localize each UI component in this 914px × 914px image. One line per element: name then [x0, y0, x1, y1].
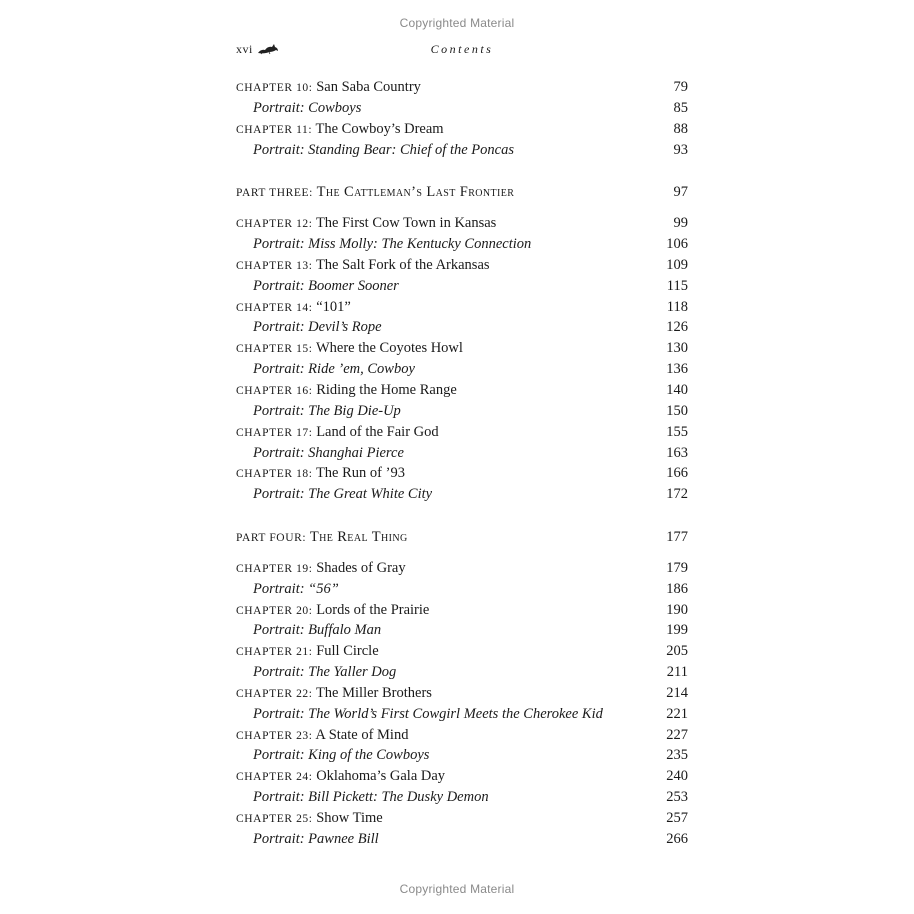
toc-entry-label — [236, 641, 379, 663]
toc-entry-prefix: PART THREE: — [236, 187, 313, 200]
toc-entry-page-number: 179 — [666, 559, 688, 576]
toc-portrait-entry — [236, 276, 688, 297]
running-head — [236, 42, 688, 60]
toc-portrait-entry — [236, 787, 688, 808]
toc-entry-title: A State of Mind — [315, 726, 409, 743]
toc-entry-label — [253, 234, 531, 255]
toc-entry-label — [236, 380, 457, 402]
toc-entry-title: Shades of Gray — [316, 559, 406, 576]
toc-chapter-entry — [236, 338, 688, 359]
toc-entry-label — [236, 297, 351, 319]
toc-portrait-entry — [236, 745, 688, 766]
toc-entry-title: Portrait: The Big Die-Up — [253, 402, 401, 419]
toc-entry-page-number: 106 — [666, 236, 688, 253]
toc-entry-label — [253, 787, 489, 808]
toc-entry-page-number: 211 — [666, 664, 688, 681]
toc-chapter-entry — [236, 77, 688, 98]
toc-entry-label — [253, 317, 382, 338]
toc-entry-prefix: CHAPTER 15: — [236, 343, 313, 356]
toc-portrait-entry — [236, 443, 688, 464]
toc-entry-prefix: CHAPTER 12: — [236, 218, 313, 231]
toc-entry-label — [236, 213, 496, 235]
page-number: xvi — [236, 42, 253, 56]
toc-entry-title: The Salt Fork of the Arkansas — [315, 256, 490, 273]
toc-entry-title: “101” — [316, 298, 351, 315]
toc-entry-page-number: 130 — [666, 340, 688, 357]
toc-entry-page-number: 109 — [666, 256, 688, 273]
toc-entry-page-number: 150 — [666, 402, 688, 419]
toc-chapter-entry — [236, 422, 688, 443]
toc-entry-title: Portrait: Devil’s Rope — [253, 319, 382, 336]
toc-chapter-entry — [236, 725, 688, 746]
toc-entry-label — [253, 662, 396, 683]
toc-entry-prefix: CHAPTER 13: — [236, 259, 313, 272]
toc-entry-title: Portrait: Pawnee Bill — [253, 830, 379, 847]
toc-entry-prefix: CHAPTER 24: — [236, 771, 313, 784]
toc-entry-title: The Run of ’93 — [315, 465, 405, 482]
toc-portrait-entry — [236, 620, 688, 641]
toc-entry-label — [253, 484, 432, 505]
toc-portrait-entry — [236, 704, 688, 725]
toc-entry-label — [236, 338, 463, 360]
toc-entry-title: The Miller Brothers — [315, 684, 432, 701]
toc-entry-label — [236, 558, 406, 580]
toc-entry-label — [236, 255, 490, 277]
toc-entry-label — [236, 182, 514, 204]
toc-entry-page-number: 155 — [666, 423, 688, 440]
toc-entry-prefix: CHAPTER 11: — [236, 123, 313, 136]
toc-entry-prefix: CHAPTER 23: — [236, 729, 313, 742]
toc-chapter-entry — [236, 380, 688, 401]
table-of-contents — [236, 77, 688, 850]
toc-entry-prefix: CHAPTER 19: — [236, 562, 313, 575]
toc-entry-page-number: 126 — [666, 319, 688, 336]
toc-chapter-entry — [236, 766, 688, 787]
toc-entry-page-number: 214 — [666, 684, 688, 701]
toc-entry-label — [236, 77, 421, 99]
toc-entry-page-number: 221 — [666, 705, 688, 722]
toc-entry-title: The First Cow Town in Kansas — [315, 215, 497, 232]
toc-entry-prefix: CHAPTER 22: — [236, 687, 313, 700]
toc-entry-label — [253, 401, 401, 422]
toc-entry-label — [236, 422, 439, 444]
toc-entry-page-number: 97 — [673, 184, 688, 201]
toc-chapter-entry — [236, 600, 688, 621]
toc-entry-title: The Cowboy’s Dream — [315, 120, 444, 137]
toc-entry-page-number: 177 — [666, 529, 688, 546]
toc-entry-prefix: CHAPTER 16: — [236, 384, 313, 397]
toc-entry-title: Full Circle — [316, 643, 379, 660]
toc-entry-label — [253, 140, 514, 161]
toc-entry-label — [253, 829, 379, 850]
toc-entry-page-number: 93 — [673, 141, 688, 158]
toc-entry-title: Portrait: Standing Bear: Chief of the Poncas — [253, 141, 514, 158]
toc-entry-prefix: CHAPTER 21: — [236, 646, 313, 659]
toc-portrait-entry — [236, 401, 688, 422]
toc-chapter-entry — [236, 558, 688, 579]
toc-entry-page-number: 266 — [666, 830, 688, 847]
toc-entry-prefix: CHAPTER 25: — [236, 813, 313, 825]
toc-chapter-entry — [236, 297, 688, 318]
toc-entry-page-number: 199 — [666, 622, 688, 639]
toc-portrait-entry — [236, 484, 688, 505]
toc-entry-title: Portrait: Ride ’em, Cowboy — [253, 361, 415, 378]
toc-entry-prefix: CHAPTER 18: — [236, 468, 313, 481]
toc-part-entry — [236, 182, 688, 203]
toc-entry-label — [236, 119, 444, 141]
toc-entry-title: Portrait: Cowboys — [253, 99, 362, 116]
toc-entry-label — [236, 808, 383, 830]
toc-entry-prefix: PART FOUR: — [236, 532, 307, 545]
toc-entry-label — [253, 359, 415, 380]
toc-portrait-entry — [236, 579, 688, 600]
toc-entry-page-number: 79 — [673, 79, 688, 95]
toc-entry-title: Show Time — [316, 810, 383, 826]
toc-entry-page-number: 88 — [673, 120, 688, 137]
toc-entry-title: Portrait: The Yaller Dog — [253, 664, 397, 681]
toc-entry-page-number: 99 — [673, 215, 688, 232]
toc-entry-page-number: 172 — [666, 486, 688, 503]
toc-chapter-entry — [236, 119, 688, 140]
toc-entry-prefix: CHAPTER 10: — [236, 82, 313, 94]
toc-entry-label — [236, 463, 405, 485]
toc-entry-title: Portrait: Miss Molly: The Kentucky Connection — [253, 236, 532, 253]
toc-entry-label — [236, 766, 445, 788]
toc-entry-page-number: 118 — [666, 298, 688, 315]
toc-entry-label — [253, 620, 381, 641]
toc-entry-label — [253, 98, 361, 119]
toc-chapter-entry — [236, 683, 688, 704]
toc-entry-title: San Saba Country — [316, 79, 421, 95]
toc-chapter-entry — [236, 808, 688, 829]
toc-entry-page-number: 115 — [666, 277, 688, 294]
toc-portrait-entry — [236, 140, 688, 161]
toc-entry-label — [253, 579, 339, 600]
toc-entry-title: Portrait: Boomer Sooner — [253, 277, 399, 294]
toc-entry-page-number: 227 — [666, 726, 688, 743]
toc-entry-title: Riding the Home Range — [316, 381, 457, 398]
toc-entry-prefix: CHAPTER 14: — [236, 301, 313, 314]
toc-entry-page-number: 257 — [666, 810, 688, 826]
toc-entry-title: Where the Coyotes Howl — [315, 340, 463, 357]
toc-portrait-entry — [236, 662, 688, 683]
running-head-title: Contents — [430, 42, 494, 56]
toc-entry-page-number: 186 — [666, 580, 688, 597]
toc-portrait-entry — [236, 829, 688, 850]
toc-entry-title: Portrait: Bill Pickett: The Dusky Demon — [253, 789, 489, 806]
toc-entry-title: Portrait: “56” — [253, 580, 339, 597]
toc-entry-title: Portrait: Shanghai Pierce — [253, 444, 404, 461]
toc-entry-title: Portrait: The Great White City — [253, 486, 433, 503]
toc-entry-label — [236, 600, 429, 622]
toc-entry-prefix: CHAPTER 20: — [236, 604, 313, 617]
toc-portrait-entry — [236, 359, 688, 380]
toc-part-entry — [236, 527, 688, 548]
toc-entry-page-number: 163 — [666, 444, 688, 461]
toc-entry-page-number: 235 — [666, 747, 688, 764]
toc-entry-page-number: 166 — [666, 465, 688, 482]
toc-entry-title: The Cattleman’s Last Frontier — [316, 184, 515, 201]
toc-portrait-entry — [236, 234, 688, 255]
toc-chapter-entry — [236, 641, 688, 662]
toc-entry-label — [236, 683, 432, 705]
toc-entry-label — [253, 704, 603, 725]
toc-entry-page-number: 240 — [666, 768, 688, 785]
copyright-watermark-bottom: Copyrighted Material — [399, 882, 515, 896]
toc-chapter-entry — [236, 463, 688, 484]
toc-entry-title: Oklahoma’s Gala Day — [316, 768, 446, 785]
toc-entry-title: Lords of the Prairie — [316, 601, 430, 618]
toc-entry-title: Portrait: The World’s First Cowgirl Meets the Cherokee Kid — [253, 705, 603, 722]
toc-entry-label — [236, 527, 408, 549]
toc-entry-page-number: 85 — [673, 99, 688, 116]
toc-entry-page-number: 205 — [666, 643, 688, 660]
toc-entry-page-number: 190 — [666, 601, 688, 618]
toc-entry-title: Land of the Fair God — [316, 423, 439, 440]
toc-entry-prefix: CHAPTER 17: — [236, 426, 313, 439]
toc-entry-label — [253, 745, 429, 766]
toc-chapter-entry — [236, 213, 688, 234]
toc-entry-label — [253, 276, 399, 297]
toc-entry-title: Portrait: Buffalo Man — [253, 622, 382, 639]
toc-chapter-entry — [236, 255, 688, 276]
toc-entry-label — [253, 443, 404, 464]
toc-portrait-entry — [236, 317, 688, 338]
toc-portrait-entry — [236, 98, 688, 119]
toc-entry-label — [236, 725, 408, 747]
toc-entry-page-number: 253 — [666, 789, 688, 806]
toc-entry-page-number: 136 — [666, 361, 688, 378]
toc-entry-title: The Real Thing — [309, 529, 408, 546]
toc-entry-page-number: 140 — [666, 381, 688, 398]
copyright-watermark-top: Copyrighted Material — [399, 16, 515, 30]
toc-entry-title: Portrait: King of the Cowboys — [253, 747, 430, 764]
